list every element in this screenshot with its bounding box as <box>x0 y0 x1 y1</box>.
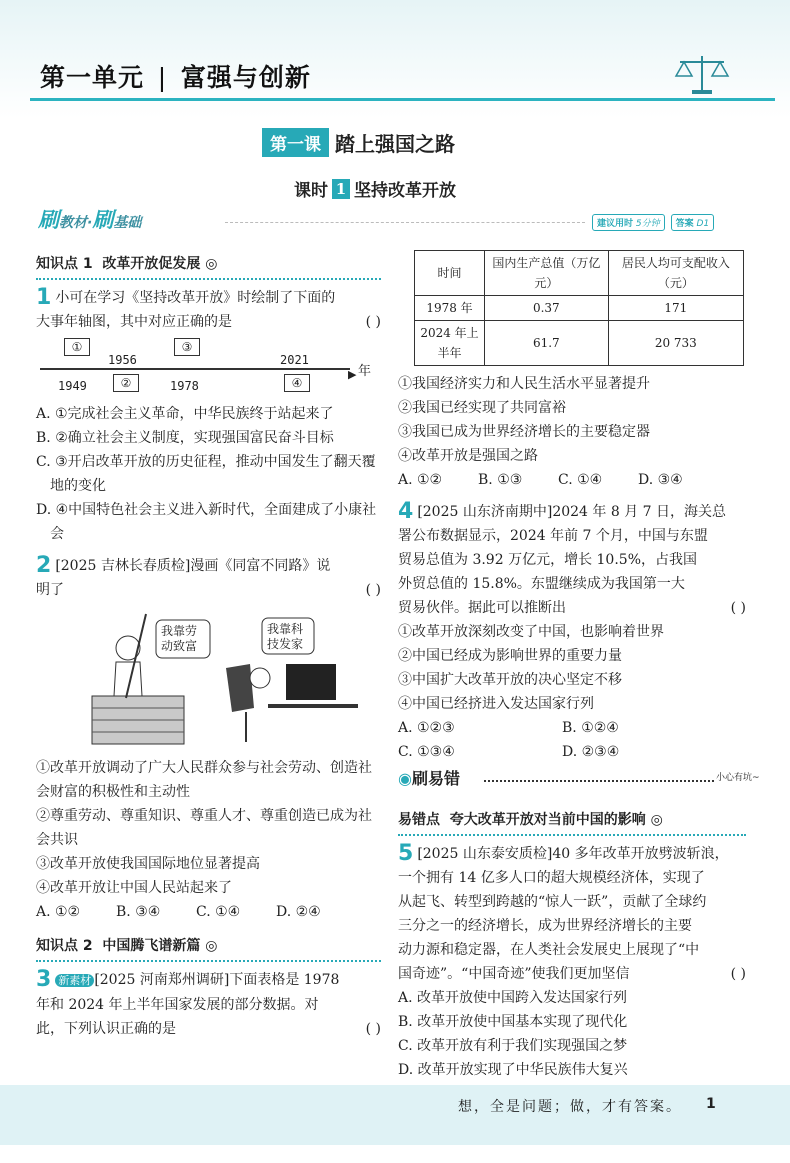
answer-blank[interactable]: ( ) <box>365 582 381 598</box>
timeline-year: 1949 <box>58 379 87 393</box>
right-column <box>398 248 746 764</box>
footer-motto: 想，全是问题；做，才有答案。 <box>458 1099 682 1115</box>
section-dotted-rule <box>484 780 714 782</box>
data-table <box>414 250 744 366</box>
cartoon-illustration <box>36 608 381 750</box>
question-stem: 从起飞、转型到跨越的“惊人一跃”，贡献了全球约 <box>398 894 707 910</box>
question-stem: [2025 吉林长春质检]漫画《同富不同路》说 <box>55 558 331 574</box>
question-stem: [2025 山东济南期中]2024 年 8 月 7 日，海关总 <box>417 504 727 520</box>
statement-item: ①我国经济实力和人民生活水平显著提升 <box>398 376 650 392</box>
kp-label: 易错点 <box>398 812 440 828</box>
suggested-time-tag <box>592 214 665 231</box>
lesson-heading <box>262 128 455 156</box>
question-stem: 署公布数据显示，2024 年前 7 个月，中国与东盟 <box>398 528 708 544</box>
new-material-badge: 新素材 <box>55 974 94 987</box>
question-number: 3 <box>36 967 52 992</box>
knowledge-point-2 <box>36 934 381 962</box>
axis-label: 年 <box>358 364 372 379</box>
unit-heading <box>40 58 311 94</box>
section-mistakes <box>398 766 460 789</box>
question-stem: 贸易伙伴。据此可以推断出 <box>398 600 566 616</box>
question-stem: 一个拥有 14 亿多人口的超大规模经济体，实现了 <box>398 870 705 886</box>
speech-bubble-right: 我靠科技发家 <box>267 622 304 651</box>
question-number: 5 <box>398 841 414 866</box>
option-a[interactable]: A. ①完成社会主义革命，中华民族终于站起来了 <box>36 406 334 422</box>
period-prefix: 课时 <box>294 181 328 201</box>
period-heading <box>294 176 456 201</box>
question-stem: 外贸总值的 15.8%。东盟继续成为我国第一大 <box>398 576 685 592</box>
section-divider <box>225 222 585 223</box>
section-title: 刷易错 <box>411 769 460 788</box>
kp-label: 知识点 2 <box>36 938 93 954</box>
question-stem: 贸易总值为 3.92 万亿元，增长 10.5%，占我国 <box>398 552 697 568</box>
lesson-title: 踏上强国之路 <box>335 131 455 156</box>
table-row <box>415 296 744 321</box>
question-number: 1 <box>36 285 52 310</box>
table-cell: 0.37 <box>485 296 609 321</box>
table-cell: 2024 年上半年 <box>415 321 485 366</box>
brush-word: 教材 <box>59 215 87 231</box>
question-stem: [2025 河南郑州调研]下面表格是 1978 <box>94 972 340 988</box>
option-d[interactable]: D. ③④ <box>638 472 683 488</box>
question-4 <box>398 500 746 764</box>
option-c[interactable]: C. 改革开放有利于我们实现强国之梦 <box>398 1038 628 1054</box>
table-header-row <box>415 251 744 296</box>
arrow-right-icon: ▶ <box>348 368 357 381</box>
question-stem: 动力源和稳定器，在人类社会发展史上展现了“中 <box>398 942 700 958</box>
target-icon: ◎ <box>650 812 663 828</box>
option-b[interactable]: B. ②确立社会主义制度，实现强国富民奋斗目标 <box>36 430 334 446</box>
kp-label: 知识点 1 <box>36 256 93 272</box>
statement-item: ③我国已成为世界经济增长的主要稳定器 <box>398 424 650 440</box>
statement-item: ①改革开放深刻改变了中国，也影响着世界 <box>398 624 664 640</box>
option-a[interactable]: A. ①② <box>398 472 443 488</box>
brush-word-2: 基础 <box>113 215 142 231</box>
kp-title: 夸大改革开放对当前中国的影响 <box>449 812 646 828</box>
question-stem: 此，下列认识正确的是 <box>36 1021 176 1037</box>
speech-bubble-left: 我靠劳动致富 <box>161 624 198 653</box>
option-d[interactable]: D. ②③④ <box>562 744 620 760</box>
mistake-point <box>398 808 746 836</box>
timeline-year: 1978 <box>170 379 199 393</box>
answer-blank[interactable]: ( ) <box>730 600 746 616</box>
timeline-year: 2021 <box>280 353 309 367</box>
option-d[interactable]: D. ④中国特色社会主义进入新时代，全面建成了小康社会 <box>36 502 377 542</box>
brush-icon: ◉ <box>398 769 412 788</box>
statement-item: ④中国已经挤进入发达国家行列 <box>398 696 594 712</box>
option-a[interactable]: A. ①② <box>36 904 81 920</box>
target-icon: ◎ <box>205 256 218 272</box>
timeline-diagram <box>36 338 381 398</box>
time-label: 建议用时 <box>597 219 634 229</box>
answer-blank[interactable]: ( ) <box>365 1021 381 1037</box>
unit-title: 富强与创新 <box>180 63 311 92</box>
question-stem: 明了 <box>36 582 64 598</box>
statement-item: ②尊重劳动、尊重知识、尊重人才、尊重创造已成为社会共识 <box>36 808 372 848</box>
option-c[interactable]: C. ①④ <box>558 472 603 488</box>
answer-label: 答案 <box>675 219 694 229</box>
target-icon: ◎ <box>205 938 218 954</box>
answer-blank[interactable]: ( ) <box>365 314 381 330</box>
unit-label: 第一单元 <box>40 63 145 92</box>
question-5 <box>398 842 746 1082</box>
table-header: 居民人均可支配收入（元） <box>608 251 743 296</box>
pit-note: 小心有坑~ <box>716 773 760 783</box>
brush-char-2: 刷 <box>92 208 114 232</box>
time-value: 5分钟 <box>635 219 660 229</box>
kp-title: 中国腾飞谱新篇 <box>102 938 201 954</box>
question-number: 2 <box>36 553 52 578</box>
statement-item: ③中国扩大改革开放的决心坚定不移 <box>398 672 622 688</box>
option-b[interactable]: B. ③④ <box>116 904 161 920</box>
statement-item: ③改革开放使我国国际地位显著提高 <box>36 856 260 872</box>
answer-blank[interactable]: ( ) <box>730 966 746 982</box>
option-c[interactable]: C. ③开启改革开放的历史征程，推动中国发生了翻天覆地的变化 <box>36 454 376 494</box>
table-cell: 1978 年 <box>415 296 485 321</box>
option-a[interactable]: A. 改革开放使中国跨入发达国家行列 <box>398 990 628 1006</box>
question-stem: [2025 山东泰安质检]40 多年改革开放劈波斩浪， <box>417 846 729 862</box>
statement-item: ②中国已经成为影响世界的重要力量 <box>398 648 622 664</box>
table-header: 国内生产总值（万亿元） <box>485 251 609 296</box>
page-number: 1 <box>706 1096 716 1112</box>
question-number: 4 <box>398 499 414 524</box>
section-tags <box>592 214 714 231</box>
page-header <box>0 0 790 118</box>
table-cell: 61.7 <box>485 321 609 366</box>
question-2 <box>36 554 381 924</box>
unit-divider: | <box>157 63 168 92</box>
section-brush-basics <box>38 204 141 234</box>
kp-title: 改革开放促发展 <box>102 256 201 272</box>
answer-page: D1 <box>696 219 710 229</box>
brush-dot: · <box>87 215 93 231</box>
question-1 <box>36 286 381 546</box>
option-d[interactable]: D. 改革开放实现了中华民族伟大复兴 <box>398 1062 628 1078</box>
lesson-tag: 第一课 <box>262 128 329 157</box>
mistakes-block <box>398 808 746 1082</box>
question-stem: 国奇迹”。“中国奇迹”使我们更加坚信 <box>398 966 630 982</box>
timeline-year: 1956 <box>108 353 137 367</box>
statement-item: ④改革开放让中国人民站起来了 <box>36 880 232 896</box>
table-cell: 171 <box>608 296 743 321</box>
question-stem: 小可在学习《坚持改革开放》时绘制了下面的 <box>55 290 336 306</box>
timeline-box: ② <box>113 374 139 392</box>
question-stem: 三分之一的经济增长，成为世界经济增长的主要 <box>398 918 692 934</box>
timeline-box: ④ <box>284 374 310 392</box>
option-b[interactable]: B. ①②④ <box>562 720 619 736</box>
table-row <box>415 321 744 366</box>
option-c[interactable]: C. ①④ <box>196 904 241 920</box>
period-title: 坚持改革开放 <box>354 181 456 201</box>
question-3 <box>36 968 381 1041</box>
option-b[interactable]: B. 改革开放使中国基本实现了现代化 <box>398 1014 628 1030</box>
question-stem: 年和 2024 年上半年国家发展的部分数据。对 <box>36 997 319 1013</box>
period-number: 1 <box>332 179 350 199</box>
statement-item: ②我国已经实现了共同富裕 <box>398 400 566 416</box>
statement-item: ①改革开放调动了广大人民群众参与社会劳动、创造社会财富的积极性和主动性 <box>36 760 372 800</box>
option-c[interactable]: C. ①③④ <box>398 744 455 760</box>
statement-item: ④改革开放是强国之路 <box>398 448 538 464</box>
timeline-box: ① <box>64 338 90 356</box>
question-stem: 大事年轴图，其中对应正确的是 <box>36 314 232 330</box>
table-cell: 20 733 <box>608 321 743 366</box>
brush-char: 刷 <box>38 208 59 232</box>
option-b[interactable]: B. ①③ <box>478 472 523 488</box>
timeline-box: ③ <box>174 338 200 356</box>
balance-scale-icon <box>672 52 732 96</box>
option-a[interactable]: A. ①②③ <box>398 720 455 736</box>
answer-ref-tag <box>671 214 715 231</box>
header-rule <box>30 98 775 101</box>
left-column <box>36 252 381 1041</box>
table-header: 时间 <box>415 251 485 296</box>
option-d[interactable]: D. ②④ <box>276 904 321 920</box>
knowledge-point-1 <box>36 252 381 280</box>
